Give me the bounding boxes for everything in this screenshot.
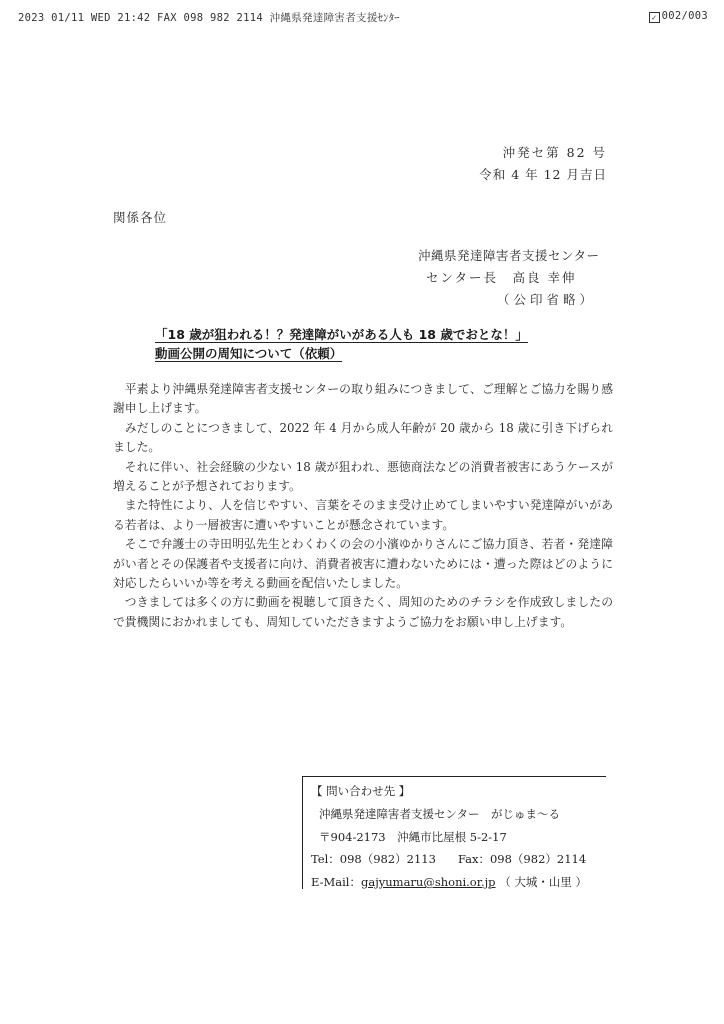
contact-info-box [302,776,606,889]
contact-address: 〒904-2173 沖縄市比屋根 5-2-17 [319,830,507,844]
reference-number: 沖発セ第 82 号 [502,145,607,160]
body-paragraph: それに伴い、社会経験の少ない 18 歳が狙われ、悪徳商法などの消費者被害にあうケースが増えることが予想されております。 [113,459,613,494]
tel-label: Tel： [311,852,340,866]
contact-heading: 【 問い合わせ先 】 [311,784,411,798]
subject-line-1: 「18 歳が狙われる！？発達障がいがある人も 18 歳でおとな！」 [155,327,528,342]
email-link[interactable]: gajyumaru@shoni.or.jp [360,875,496,889]
fax-transmission-header [18,10,708,24]
fax-transmission-info: 2023 01/11 WED 21:42 FAX 098 982 2114 沖縄県発達障害者支援ｾﾝﾀｰ [18,12,400,24]
contact-staff: （ 大城・山里 ） [499,875,588,889]
body-paragraph: また特性により、人を信じやすい、言葉をそのまま受け止めてしまいやすい発達障がいがある若者は、より一層被害に遭いやすいことが懸念されています。 [113,498,613,532]
subject-heading [155,325,585,363]
letter-body [113,380,613,632]
fax-label: Fax： [457,852,490,866]
contact-email-row [311,874,587,890]
fax-number: 098（982）2114 [489,852,587,866]
email-label: E-Mail： [311,875,361,889]
fax-page-counter: 002/003 [661,10,708,22]
document-date: 令和 4 年 12 月吉日 [479,167,607,182]
body-paragraph: 平素より沖縄県発達障害者支援センターの取り組みにつきまして、ご理解とご協力を賜り感謝申し上げます。 [113,382,613,416]
contact-organization: 沖縄県発達障害者支援センター がじゅま～る [319,807,561,821]
sender-organization: 沖縄県発達障害者支援センター [418,248,600,263]
seal-omitted-note: （公印省略） [497,292,597,307]
subject-line-2: 動画公開の周知について（依頼） [155,346,343,361]
body-paragraph: そこで弁護士の寺田明弘先生とわくわくの会の小濱ゆかりさんにご協力頂き、若者・発達障がい者とその保護者や支援者に向け、消費者被害に遭わないためには・遭った際はどのように対応したらいいか等を考える動画を配信いたしました。 [113,537,613,591]
fax-page-counter-group [649,10,708,22]
tel-number: 098（982）2113 [339,852,436,866]
addressee: 関係各位 [113,210,168,225]
body-paragraph: みだしのことにつきまして、2022 年 4 月から成人年齢が 20 歳から 18 歳に引き下げられました。 [113,420,613,455]
checkbox-icon: ✓ [649,12,660,23]
body-paragraph: つきましては多くの方に動画を視聴して頂きたく、周知のためのチラシを作成致しましたので貴機関におかれましても、周知していただきますようご協力をお願い申し上げます。 [113,595,613,629]
contact-phone-fax [311,851,586,867]
sender-name: センター長 高良 幸伸 [426,270,577,285]
